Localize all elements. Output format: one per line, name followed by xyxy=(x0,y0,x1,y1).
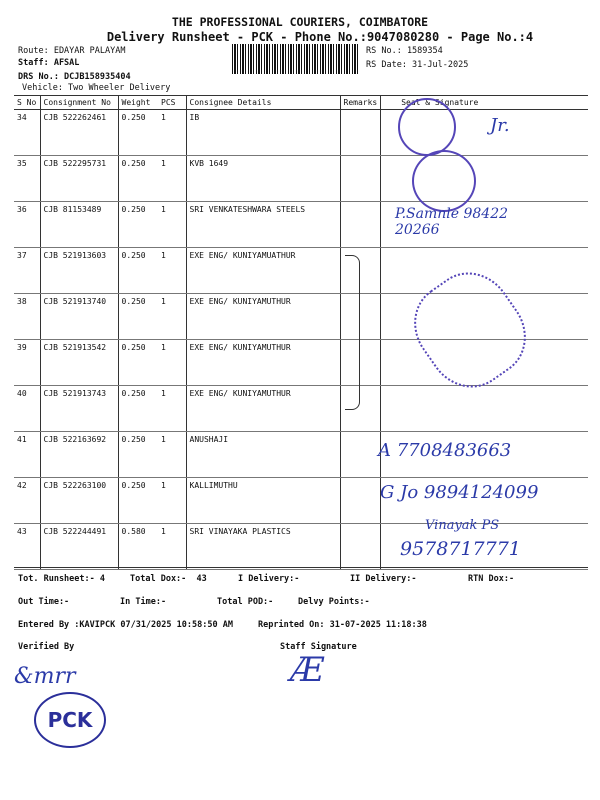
consignee-details: EXE ENG/ KUNIYAMUTHUR xyxy=(186,386,340,432)
remarks xyxy=(340,432,381,478)
runsheet-title: Delivery Runsheet - PCK - Phone No.:9047080280 - Page No.:4 xyxy=(106,30,534,44)
table-row xyxy=(14,248,588,294)
bank-seal-stamp xyxy=(398,98,456,156)
company-title: THE PROFESSIONAL COURIERS, COIMBATORE xyxy=(171,15,429,29)
consignee-details: IB xyxy=(186,110,340,156)
col-pcs: PCS xyxy=(158,96,186,110)
handwriting-row42: G Jo 9894124099 xyxy=(380,482,539,503)
reprinted-on: Reprinted On: 31-07-2025 11:18:38 xyxy=(258,620,427,630)
remarks xyxy=(340,478,381,524)
seal-signature xyxy=(381,386,588,432)
s-no: 34 xyxy=(14,110,40,156)
pcs: 1 xyxy=(158,110,186,156)
col-signature: Seal & Signature xyxy=(381,96,588,110)
handwriting-row43-phone: 9578717771 xyxy=(400,538,521,560)
s-no: 43 xyxy=(14,524,40,570)
remarks xyxy=(340,156,381,202)
consignee-details: EXE ENG/ KUNIYAMUTHUR xyxy=(186,294,340,340)
entered-by: Entered By :KAVIPCK 07/31/2025 10:58:50 AM xyxy=(18,620,233,630)
s-no: 41 xyxy=(14,432,40,478)
verified-by: Verified By xyxy=(18,642,75,652)
bracket-mark xyxy=(345,255,360,410)
consignment-no: CJB 521913603 xyxy=(40,248,118,294)
weight: 0.250 xyxy=(118,248,158,294)
consignee-details: SRI VINAYAKA PLASTICS xyxy=(186,524,340,570)
s-no: 37 xyxy=(14,248,40,294)
s-no: 36 xyxy=(14,202,40,248)
staff-signature-label: Staff Signature xyxy=(280,642,357,652)
handwriting-row41: A 7708483663 xyxy=(378,440,512,461)
consignment-no: CJB 521913740 xyxy=(40,294,118,340)
ii-delivery: II Delivery:- xyxy=(350,574,417,584)
consignment-no: CJB 522244491 xyxy=(40,524,118,570)
pcs: 1 xyxy=(158,202,186,248)
verifier-signature: &mrr xyxy=(14,664,76,689)
rtn-dox: RTN Dox:- xyxy=(468,574,515,584)
pcs: 1 xyxy=(158,386,186,432)
total-pod: Total POD:- xyxy=(217,597,274,607)
remarks xyxy=(340,524,381,570)
weight: 0.250 xyxy=(118,432,158,478)
route: Route: EDAYAR PALAYAM xyxy=(18,46,126,56)
handwriting-row36: P.Samnle 98422 20266 xyxy=(395,206,509,238)
consignment-no: CJB 522163692 xyxy=(40,432,118,478)
pcs: 1 xyxy=(158,156,186,202)
total-dox: Total Dox:- 43 xyxy=(130,574,207,584)
in-time: In Time:- xyxy=(120,597,167,607)
pcs: 1 xyxy=(158,524,186,570)
pcs: 1 xyxy=(158,294,186,340)
delvy-points: Delvy Points:- xyxy=(298,597,370,607)
consignee-details: ANUSHAJI xyxy=(186,432,340,478)
weight: 0.250 xyxy=(118,110,158,156)
i-delivery: I Delivery:- xyxy=(238,574,300,584)
consignment-no: CJB 522262461 xyxy=(40,110,118,156)
consignee-details: EXE ENG/ KUNIYAMUATHUR xyxy=(186,248,340,294)
pcs: 1 xyxy=(158,248,186,294)
barcode xyxy=(232,44,360,74)
consignment-no: CJB 81153489 xyxy=(40,202,118,248)
rs-date: RS Date: 31-Jul-2025 xyxy=(366,60,469,70)
weight: 0.580 xyxy=(118,524,158,570)
s-no: 42 xyxy=(14,478,40,524)
out-time: Out Time:- xyxy=(18,597,70,607)
remarks xyxy=(340,202,381,248)
table-header xyxy=(14,96,588,110)
weight: 0.250 xyxy=(118,156,158,202)
s-no: 38 xyxy=(14,294,40,340)
staff-signature: Æ xyxy=(290,650,325,690)
consignment-no: CJB 521913542 xyxy=(40,340,118,386)
consignment-no: CJB 522263100 xyxy=(40,478,118,524)
vehicle: Vehicle: Two Wheeler Delivery xyxy=(22,83,171,93)
weight: 0.250 xyxy=(118,478,158,524)
table-row xyxy=(14,386,588,432)
s-no: 35 xyxy=(14,156,40,202)
tot-runsheet: Tot. Runsheet:- 4 xyxy=(18,574,105,584)
col-consignee: Consignee Details xyxy=(186,96,340,110)
table-row xyxy=(14,156,588,202)
s-no: 39 xyxy=(14,340,40,386)
consignment-no: CJB 522295731 xyxy=(40,156,118,202)
signature-row34: Jr. xyxy=(490,115,510,136)
drs-no: DRS No.: DCJB158935404 xyxy=(18,72,131,82)
weight: 0.250 xyxy=(118,340,158,386)
s-no: 40 xyxy=(14,386,40,432)
remarks xyxy=(340,110,381,156)
consignee-details: SRI VENKATESHWARA STEELS xyxy=(186,202,340,248)
pcs: 1 xyxy=(158,478,186,524)
pcs: 1 xyxy=(158,432,186,478)
handwriting-row43-name: Vinayak PS xyxy=(425,518,500,533)
phone-row42: 9894124099 xyxy=(423,482,539,503)
consignee-details: KVB 1649 xyxy=(186,156,340,202)
branch-seal-stamp xyxy=(412,150,476,212)
pck-stamp: PCK xyxy=(34,692,106,748)
col-consignment: Consignment No xyxy=(40,96,118,110)
col-remarks: Remarks xyxy=(340,96,381,110)
col-sno: S No xyxy=(14,96,40,110)
col-weight: Weight xyxy=(118,96,158,110)
pcs: 1 xyxy=(158,340,186,386)
weight: 0.250 xyxy=(118,202,158,248)
weight: 0.250 xyxy=(118,294,158,340)
phone-row41: 7708483663 xyxy=(396,440,512,461)
rs-no: RS No.: 1589354 xyxy=(366,46,443,56)
consignment-no: CJB 521913743 xyxy=(40,386,118,432)
weight: 0.250 xyxy=(118,386,158,432)
staff: Staff: AFSAL xyxy=(18,58,80,68)
consignee-details: KALLIMUTHU xyxy=(186,478,340,524)
consignee-details: EXE ENG/ KUNIYAMUTHUR xyxy=(186,340,340,386)
